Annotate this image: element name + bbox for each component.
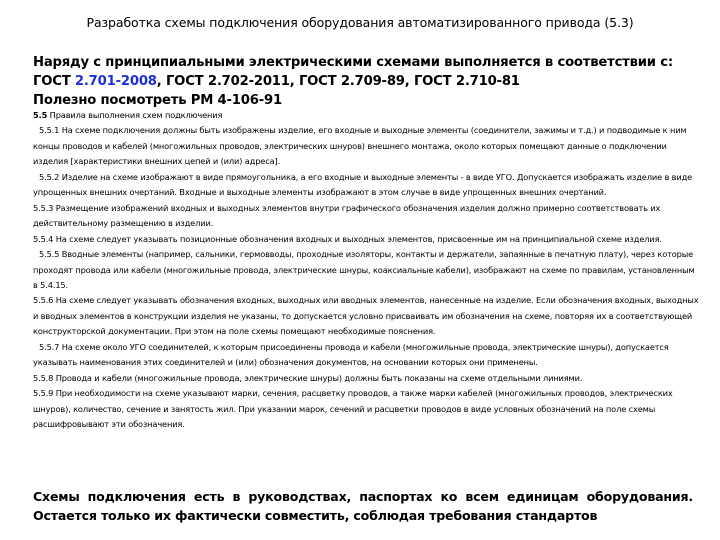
rules-heading-number: 5.5 (33, 110, 48, 120)
intro-line-gost-list (33, 72, 713, 91)
intro-line-standards: Наряду с принципиальными электрическими схемами выполняется в соответствии с: (33, 55, 673, 70)
rule-paragraph: 5.5.8 Провода и кабели (многожильные провода, электрические шнуры) должны быть показаны на схеме отдельными линиями. (33, 372, 583, 383)
rules-block (33, 108, 701, 433)
rules-heading-text: Правила выполнения схем подключения (47, 110, 223, 120)
rule-paragraph: 5.5.5 Вводные элементы (например, сальники, гермовводы, проходные изоляторы, контакты и держатели, запаянные в печатную плату), через которые проходят провода или кабели (многожильные провода, электрические шнуры, коаксиальные кабели), изображают на схеме по правилам, установленным в 5.4.15. (33, 249, 695, 290)
intro-block (33, 53, 713, 110)
slide-title: Разработка схемы подключения оборудования автоматизированного привода (5.3) (86, 15, 634, 30)
intro-line-rm: Полезно посмотреть РМ 4-106-91 (33, 93, 282, 108)
conclusion-line-1: Схемы подключения есть в руководствах, паспортах ко всем единицам оборудования. (33, 489, 693, 504)
rule-paragraph: 5.5.7 На схеме около УГО соединителей, к которым присоединены провода и кабели (многожильные провода, электрические шнуры), допускается указывать наименования этих соединителей и (или) обозначения документов, на основании которых они применены. (33, 341, 669, 368)
rule-paragraph: 5.5.1 На схеме подключения должны быть изображены изделие, его входные и выходные элементы (соединители, зажимы и т.д.) и подводимые к ним концы проводов и кабелей (многожильных проводов, электрических шнуров) внешнего монтажа, около которых помещают данные о подключении изделия [характеристики внешних цепей и (или) адреса]. (33, 125, 687, 167)
rule-paragraph: 5.5.6 На схеме следует указывать обозначения входных, выходных или вводных элементов, нанесенные на изделие. Если обозначения входных, выходных и вводных элементов в конструкции изделия не указаны, то допускается условно присваивать им обозначения на схеме, повторяя их в соответствующей конструкторской документации. При этом на поле схемы помещают необходимые пояснения. (33, 295, 699, 337)
conclusion-block (33, 488, 693, 525)
rule-paragraph: 5.5.9 При необходимости на схеме указывают марки, сечения, расцветку проводов, а также марки кабелей (многожильных проводов, электрических шнуров), количество, сечение и занятость жил. При указании марок, сечений и расцветки проводов в виде условных обозначений на поле схемы расшифровывают эти обозначения. (33, 388, 673, 430)
gost-2701-link[interactable]: 2.701-2008 (74, 74, 157, 89)
rules-heading (33, 108, 701, 123)
conclusion-line-2: Остается только их фактически совместить, соблюдая требования стандартов (33, 507, 598, 523)
rule-paragraph: 5.5.3 Размещение изображений входных и выходных элементов внутри графического обозначения изделия должно примерно соответствовать их действительному размещению в изделии. (33, 202, 661, 229)
gost-prefix: ГОСТ (33, 74, 75, 89)
rule-paragraph: 5.5.4 На схеме следует указывать позиционные обозначения входных и выходных элементов, присвоенные им на принципиальной схеме изделия. (33, 233, 662, 244)
rule-paragraph: 5.5.2 Изделие на схеме изображают в виде прямоугольника, а его входные и выходные элементы - в виде УГО. Допускается изображать изделие в виде упрощенных внешних очертаний. Входные и выходные элементы изображают в этом случае в виде упрощенных внешних очертаний. (33, 171, 693, 198)
gost-list-rest: , ГОСТ 2.702-2011, ГОСТ 2.709-89, ГОСТ 2.710-81 (156, 74, 520, 89)
